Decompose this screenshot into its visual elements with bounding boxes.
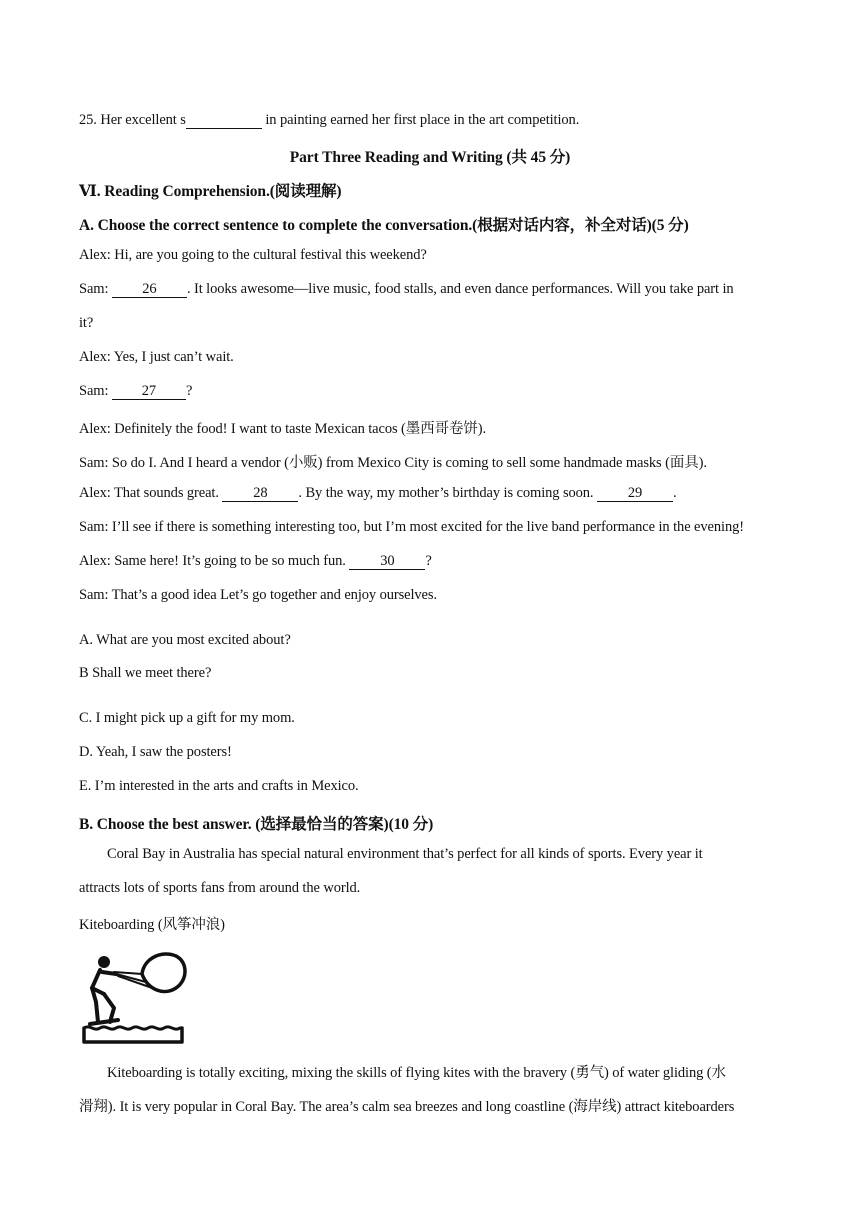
kiteboarding-heading: Kiteboarding (风筝冲浪) <box>79 917 225 933</box>
dialogue-text: Alex: Same here! It’s going to be so much fun. <box>79 553 350 569</box>
dialogue-line-3: Alex: Yes, I just can’t wait. <box>79 349 234 365</box>
option-e: E. I’m interested in the arts and crafts in Mexico. <box>79 778 359 794</box>
kiteboarder-icon <box>80 948 192 1048</box>
blank-27[interactable]: 27 <box>112 384 186 400</box>
section-b-heading: B. Choose the best answer. (选择最恰当的答案)(10 分) <box>79 816 434 833</box>
answer-blank-25[interactable] <box>186 113 262 129</box>
blank-28[interactable]: 28 <box>222 486 298 502</box>
blank-26[interactable]: 26 <box>112 282 187 298</box>
option-d: D. Yeah, I saw the posters! <box>79 744 232 760</box>
dialogue-line-6: Sam: So do I. And I heard a vendor (小贩) from Mexico City is coming to sell some handmade masks (面具). <box>79 455 707 471</box>
dialogue-line-2-cont: it? <box>79 315 94 331</box>
dialogue-text: Alex: That sounds great. <box>79 485 223 501</box>
option-b: B Shall we meet there? <box>79 665 212 681</box>
dialogue-line-10: Sam: That’s a good idea Let’s go together and enjoy ourselves. <box>79 587 437 603</box>
dialogue-text: . <box>673 485 677 501</box>
dialogue-line-8: Sam: I’ll see if there is something interesting too, but I’m most excited for the live band performance in the evening! <box>79 519 744 535</box>
section-vi-heading: Ⅵ. Reading Comprehension.(阅读理解) <box>79 183 342 200</box>
question-25-text-end: in painting earned her first place in the art competition. <box>261 112 580 128</box>
dialogue-text: ? <box>425 553 432 569</box>
dialogue-line-7 <box>79 485 677 502</box>
speaker-text: Sam: <box>79 281 112 297</box>
question-25-text: 25. Her excellent s <box>79 112 186 128</box>
blank-30[interactable]: 30 <box>349 554 425 570</box>
passage-line-2: attracts lots of sports fans from around the world. <box>79 880 361 896</box>
speaker-text: Sam: <box>79 383 112 399</box>
passage-line-4: 滑翔). It is very popular in Coral Bay. The area’s calm sea breezes and long coastline (海岸线) attract kiteboarders <box>79 1099 735 1115</box>
dialogue-line-4 <box>79 383 192 400</box>
dialogue-line-2 <box>79 281 734 298</box>
dialogue-text: . By the way, my mother’s birthday is coming soon. <box>298 485 597 501</box>
part-three-title: Part Three Reading and Writing (共 45 分) <box>289 149 571 166</box>
option-a: A. What are you most excited about? <box>79 632 291 648</box>
dialogue-line-9 <box>79 553 432 570</box>
section-a-heading: A. Choose the correct sentence to complete the conversation.(根据对话内容，补全对话)(5 分) <box>79 217 689 234</box>
passage-line-1: Coral Bay in Australia has special natural environment that’s perfect for all kinds of sports. Every year it <box>107 846 703 862</box>
blank-29[interactable]: 29 <box>597 486 673 502</box>
dialogue-text: ? <box>185 383 193 399</box>
dialogue-text: . It looks awesome—live music, food stalls, and even dance performances. Will you take part in <box>186 281 734 297</box>
passage-line-3: Kiteboarding is totally exciting, mixing the skills of flying kites with the bravery (勇气) of water gliding (水 <box>107 1065 726 1081</box>
dialogue-line-1: Alex: Hi, are you going to the cultural festival this weekend? <box>79 247 427 263</box>
question-25 <box>79 112 579 129</box>
dialogue-line-5: Alex: Definitely the food! I want to taste Mexican tacos (墨西哥卷饼). <box>79 421 487 437</box>
option-c: C. I might pick up a gift for my mom. <box>79 710 295 726</box>
